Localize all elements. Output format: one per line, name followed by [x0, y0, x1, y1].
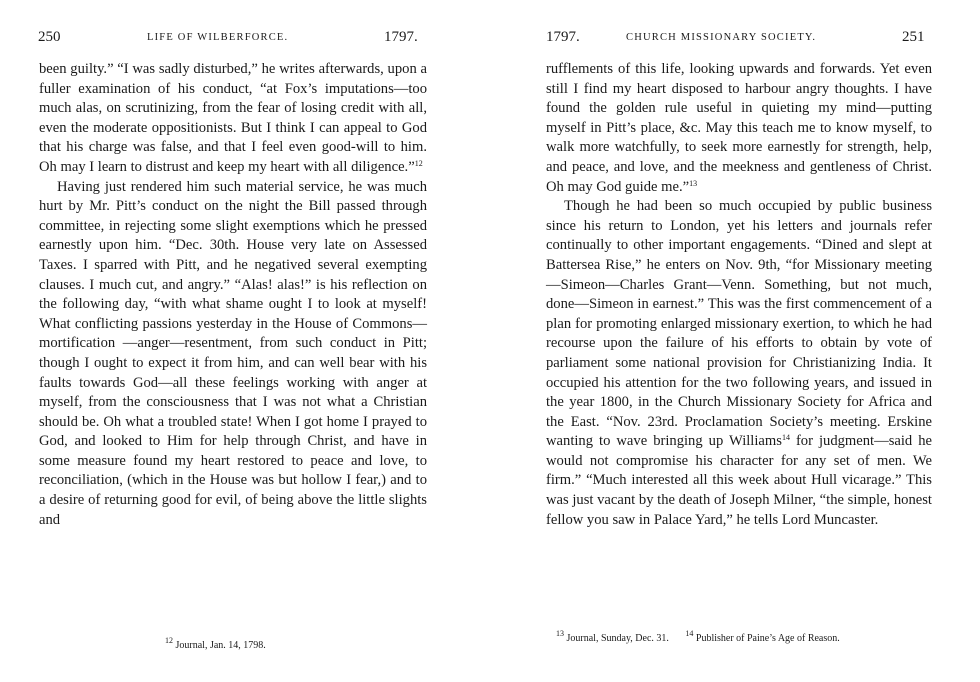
left-page-body: [39, 60, 427, 530]
right-page-number: 251: [902, 29, 925, 45]
right-footnotes: [556, 629, 840, 644]
footnote-text-12: Journal, Jan. 14, 1798.: [175, 640, 266, 651]
right-page-header: [490, 29, 980, 49]
footnote-ref-14: 14: [781, 433, 790, 443]
right-paragraph-1: rufflements of this life, looking upwards and forwards. Yet even still I find my heart disposed to harbour angry thoughts. I have found the golden rule useful in quieting my mind—putting myself in Pitt’s place, &c. May this teach me to know myself, to walk more watchfully, to seek more earnestly for strength, help, and peace, and love, and the meekness and gentleness of Christ. Oh may God guide me.”$^{13}$: [546, 61, 932, 195]
left-footnote: [165, 636, 266, 651]
right-page: [490, 0, 980, 682]
left-page-number: 250: [38, 29, 61, 45]
footnote-ref-13: 13: [689, 178, 698, 188]
footnote-mark-12: 12: [165, 636, 173, 645]
right-paragraph-2: Though he had been so much occupied by public business since his return to London, yet his letters and journals refer continually to other important engagements. “Dined and slept at Battersea Rise,” he enters on Nov. 9th, “for Missionary meeting—Simeon—Charles Grant—Venn. Something, but not much, done—Simeon in earnest.” This was the first commencement of a plan for promoting enlarged missionary exertion, to which he had recourse upon the failure of his efforts to obtain by vote of parliament some national provision for Christianizing India. It occupied his attention for the two following years, and issued in the year 1800, in the Church Missionary Society for Africa and the East. “Nov. 23rd. Proclamation Society’s meeting. Erskine wanting to wave bringing up Williams$^{14}$ for judgment—said he would not compromise his character for any set of men. We firm.” “Much interested all this week about Hull vicarage.” This was just vacant by the death of Joseph Milner, “the simple, honest fellow you saw in Palace Yard,” he tells Lord Muncaster.: [546, 198, 932, 528]
right-header-year: 1797.: [546, 29, 580, 45]
left-header-year: 1797.: [384, 29, 418, 45]
left-running-title: LIFE OF WILBERFORCE.: [147, 32, 289, 43]
right-running-title: CHURCH MISSIONARY SOCIETY.: [626, 32, 817, 43]
right-page-body: [546, 60, 932, 530]
footnote-13: $^{13}$ Journal, Sunday, Dec. 31.: [556, 629, 669, 644]
left-paragraph-1: been guilty.” “I was sadly disturbed,” he writes afterwards, upon a fuller examination of his conduct, “at Fox’s imputations—too much alas, on scrutinizing, from the fear of losing credit with all, even the moderate oppositionists. But I think I can appeal to God that his charge was false, and that I feel even good-will to him. Oh may I learn to distrust and keep my heart with all diligence.”$^{12}$: [39, 61, 427, 175]
footnote-14: $^{14}$ Publisher of Paine’s Age of Reason.: [685, 629, 840, 644]
left-page-header: [0, 29, 490, 49]
footnote-ref-12: 12: [414, 158, 423, 168]
left-paragraph-2: Having just rendered him such material service, he was much hurt by Mr. Pitt’s conduct on the night the Bill passed through committee, in rejecting some slight exemptions which he pressed earnestly upon him. “Dec. 30th. House very late on Assessed Taxes. I sparred with Pitt, and he negatived several exempting clauses. I much cut, and angry.” “Alas! alas!” is his reflection on the following day, “with what shame ought I to look at myself! What conflicting passions yesterday in the House of Commons—mortification —anger—resentment, from such conduct in Pitt; though I ought to expect it from him, and can well bear with his faults towards God—all these feelings working with anger at myself, from the consciousness that I was not what a Christian should be. Oh what a troubled state! When I got home I prayed to God, and looked to Him for help through Christ, and have in some measure found my heart restored to peace and love, to reconciliation, (which in the House was but hollow I fear,) and to a desire of returning good for evil, of being above the little slights and: [39, 178, 427, 528]
